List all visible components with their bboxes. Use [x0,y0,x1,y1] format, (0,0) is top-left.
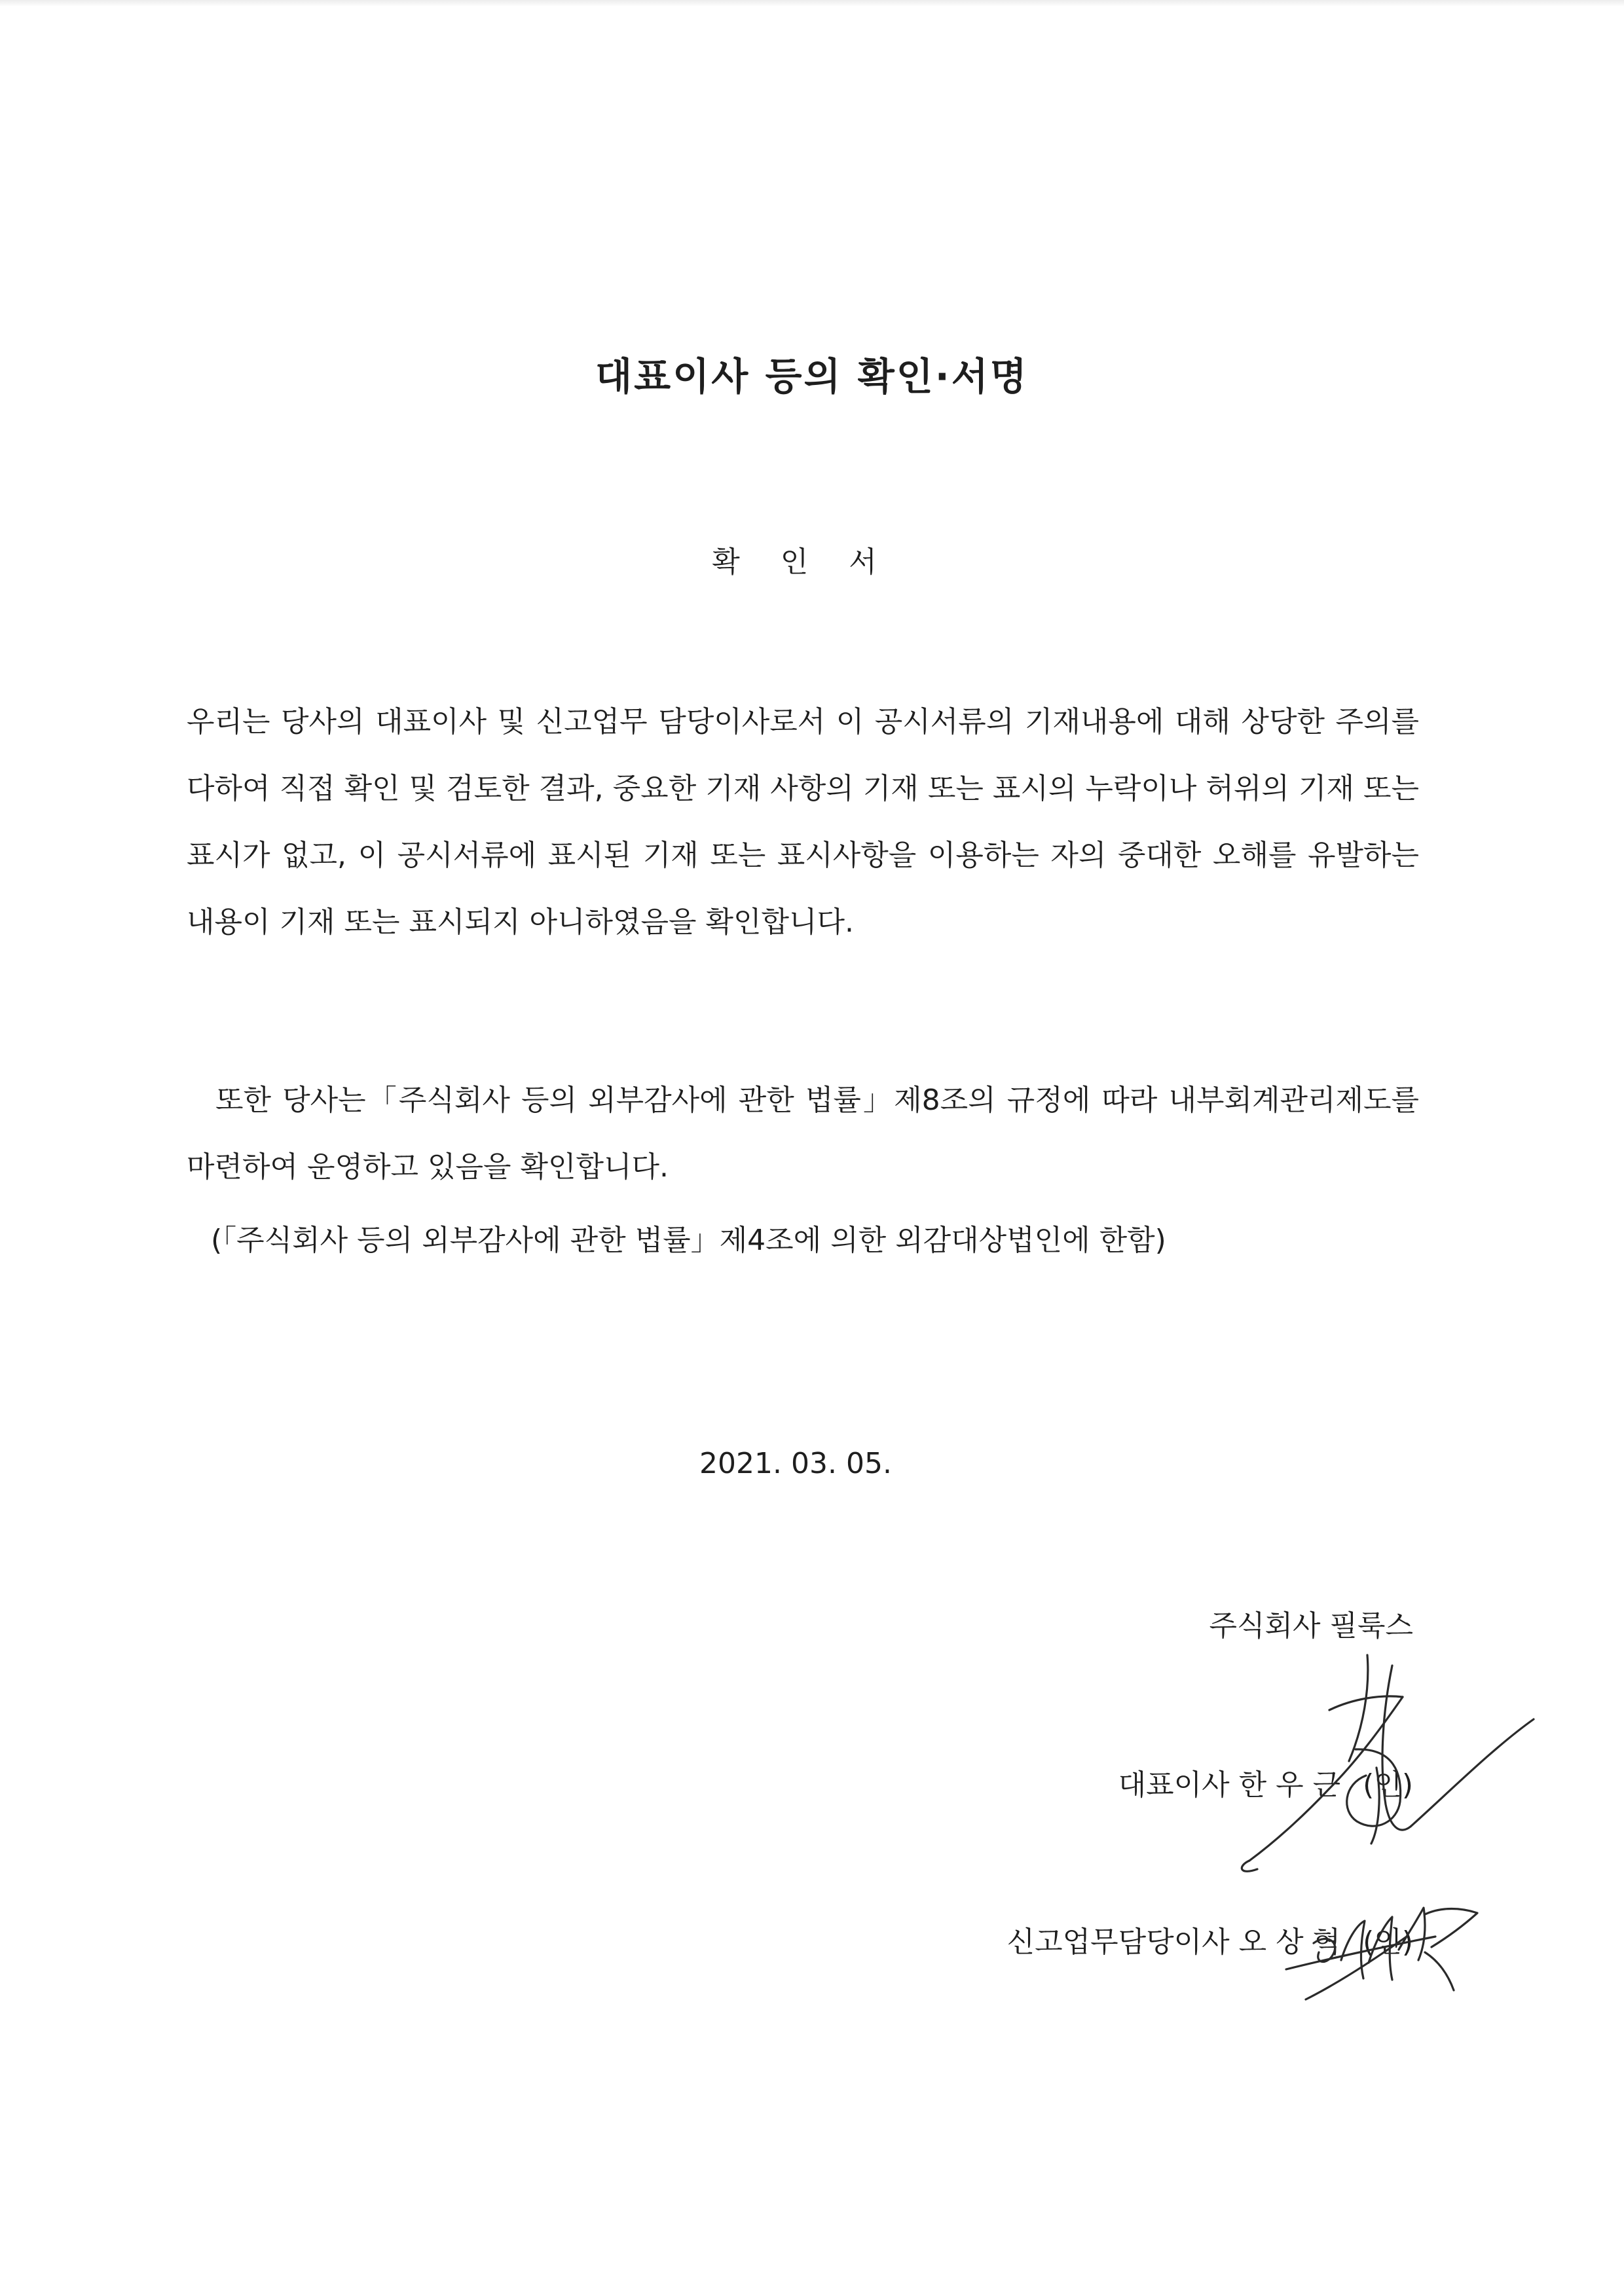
company-name: 주식회사 필룩스 [1209,1609,1413,1643]
document-subtitle: 확 인 서 [712,545,893,579]
ceo-handwritten-signature [1231,1650,1545,1912]
cfo-name: 신고업무담당이사 오 상 혁 [1006,1925,1341,1959]
internal-control-paragraph: 또한 당사는「주식회사 등의 외부감사에 관한 법률」제8조의 규정에 따라 내부회계관리제도를 마련하여 운영하고 있음을 확인합니다. [187,1084,1419,1184]
confirmation-paragraph: 우리는 당사의 대표이사 및 신고업무 담당이사로서 이 공시서류의 기재내용에 대해 상당한 주의를 다하여 직접 확인 및 검토한 결과, 중요한 기재 사항의 기재 또는 표시의 누락이나 허위의 기재 또는 표시가 없고, 이 공시서류에 표시된 기재 또는 표시사항을 이용하는 자의 중대한 오해를 유발하는 내용이 기재 또는 표시되지 아니하였음을 확인합니다. [187,705,1419,939]
cfo-handwritten-signature [1277,1879,1500,2030]
document-title: 대표이사 등의 확인·서명 [595,354,1029,399]
cfo-seal-mark: (인) [1363,1925,1413,1959]
applicability-note: (「주식회사 등의 외부감사에 관한 법률」제4조에 의한 외감대상법인에 한함) [211,1224,1166,1257]
ceo-name: 대표이사 한 우 근 [1118,1768,1341,1802]
ceo-seal-mark: (인) [1363,1768,1413,1802]
scan-edge [0,0,1624,7]
document-date: 2021. 03. 05. [699,1447,892,1480]
